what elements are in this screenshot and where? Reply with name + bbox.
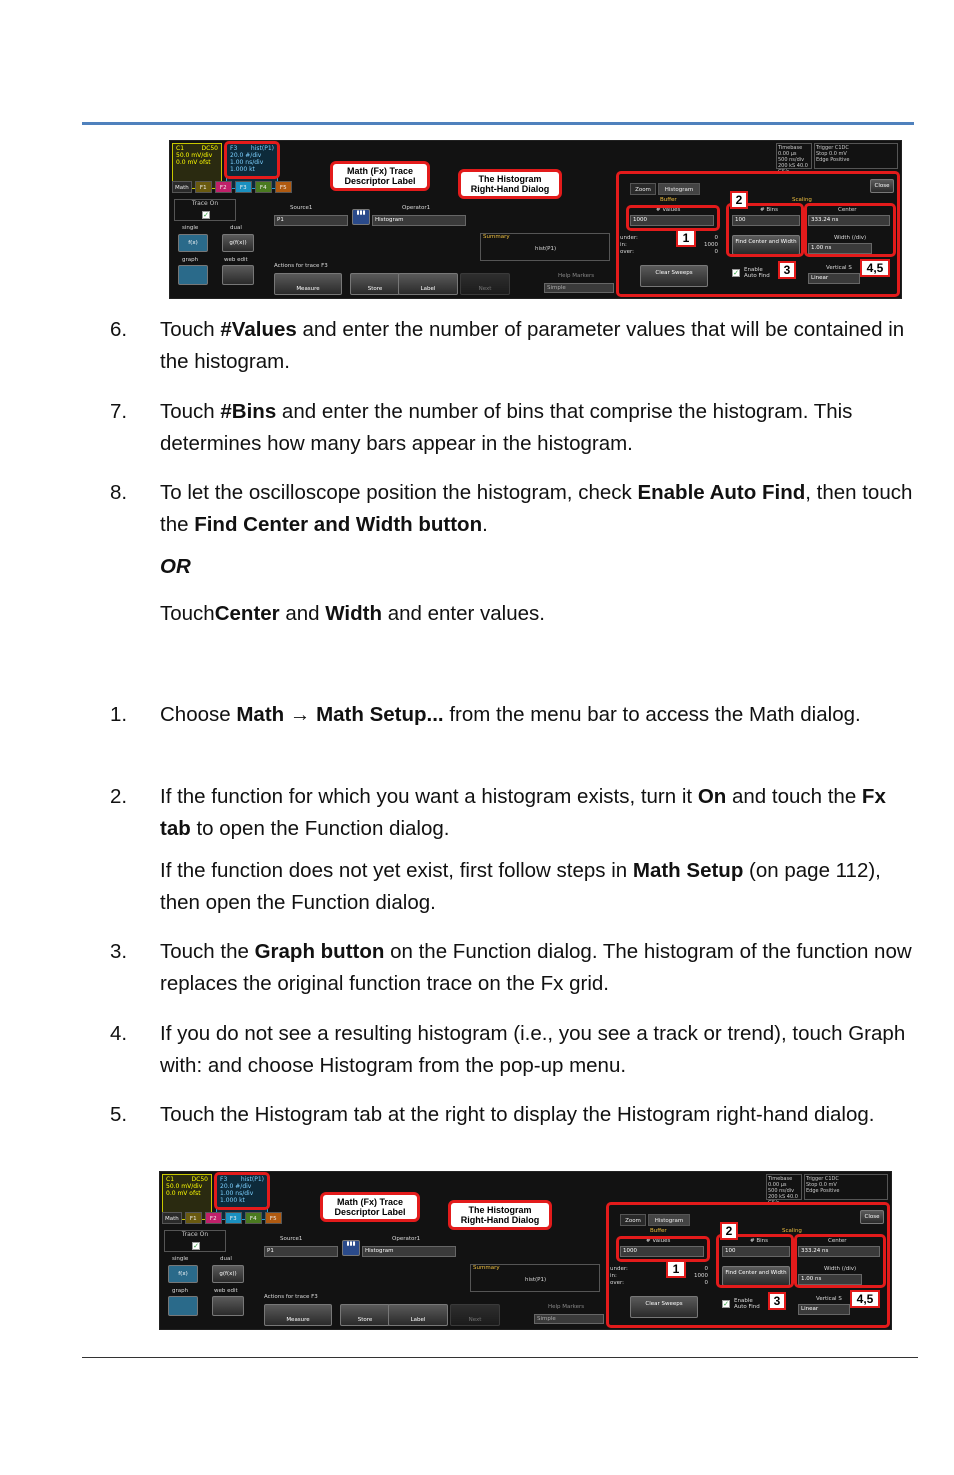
fx-name: hist(P1) [250,145,274,152]
bins-highlight [726,203,804,257]
measure-button[interactable]: Measure [264,1304,332,1326]
step-number: 4. [110,1022,128,1045]
source-input[interactable]: P1 [264,1246,338,1257]
fx-callout: Math (Fx) Trace Descriptor Label [320,1192,420,1222]
tab-math[interactable]: Math [162,1212,182,1224]
timebase-title: Timebase [768,1176,793,1182]
fx-line2: 1.00 ns/div [220,1190,254,1197]
math-tabs [172,181,292,195]
counts-values [704,235,718,256]
web-edit-button[interactable] [222,265,254,285]
graph-label: graph [182,257,199,263]
dual-button[interactable]: g(f(x)) [212,1265,244,1283]
find-center-width-button[interactable]: Find Center and Width [732,235,800,255]
trigger-title: Trigger [806,1176,824,1182]
step-number: 5. [110,1103,128,1126]
step-text: Touch #Bins and enter the number of bins that comprise the histogram. This determines how many bars appear in the histogram. [160,400,853,455]
footer-rule [82,1357,918,1358]
step-number: 6. [110,318,128,341]
marker-3: 3 [778,261,796,279]
tab-f5[interactable]: F5 [275,181,292,193]
step-number: 7. [110,400,128,423]
operator-label: Operator1 [402,205,431,211]
step-2-extra: If the function does not yet exist, first follow steps in Math Setup (on page 112), then open the Function dialog. [160,859,881,914]
over-value: 0 [714,249,718,255]
offset: 0.0 mV ofst [176,159,211,166]
histogram-dialog-screenshot-1 [169,140,902,299]
timebase-samples: 200 kS [778,163,796,169]
histogram-callout: The Histogram Right-Hand Dialog [448,1200,552,1230]
center-label: Center [838,207,857,213]
trigger-title: Trigger [816,145,834,151]
vertical-scale-select[interactable]: Linear [808,273,860,284]
tab-f4[interactable]: F4 [255,181,272,193]
vdiv: 50.0 mV/div [176,152,213,159]
coupling-badge: DC50 [201,145,218,152]
tab-f3[interactable]: F3 [225,1212,242,1224]
step-number: 2. [110,785,128,808]
source-input[interactable]: P1 [274,215,348,226]
tab-math[interactable]: Math [172,181,192,193]
values-label: # Values [646,1238,671,1244]
step-number: 3. [110,940,128,963]
over-label: over: [610,1280,625,1286]
fx-highlight [214,1172,270,1210]
dual-label: dual [230,225,242,231]
vdiv: 50.0 mV/div [166,1183,203,1190]
dual-button[interactable]: g(f(x)) [222,234,254,252]
timebase-rate: 40.0 GS/s [768,1194,798,1206]
close-button[interactable]: Close [870,179,894,193]
tab-f2[interactable]: F2 [205,1212,222,1224]
summary-box [480,233,610,261]
fx-line1: 20.0 #/div [220,1183,252,1190]
width-input[interactable]: 1.00 ns [798,1274,862,1285]
store-button[interactable]: Store [350,273,400,295]
timebase-delay: 0.00 µs [778,151,797,157]
bins-input[interactable]: 100 [722,1246,790,1257]
coupling-badge: DC50 [191,1176,208,1183]
fx-line1: 20.0 #/div [230,152,262,159]
step-number: 8. [110,481,128,504]
label-button[interactable]: Label [388,1304,448,1326]
vertical-scale-label: Vertical S [816,1296,842,1302]
step-text: Touch #Values and enter the number of parameter values that will be contained in the histogram. [160,318,905,373]
actions-label: Actions for trace F3 [274,263,328,269]
vertical-scale-label: Vertical S [826,265,852,271]
bins-label: # Bins [750,1238,769,1244]
source-label: Source1 [280,1236,303,1242]
histogram-icon[interactable]: ▮▮▮ [342,1240,360,1256]
marker-1: 1 [676,229,696,247]
step-text: Touch the Histogram tab at the right to display the Histogram right-hand dialog. [160,1103,875,1126]
trigger-slope: Positive [830,157,850,163]
buffer-label: Buffer [660,197,677,203]
summary-box [470,1264,600,1292]
graph-button[interactable] [168,1296,198,1316]
enable-auto-find-label: Enable Auto Find [734,1298,760,1310]
center-label: Center [828,1238,847,1244]
values-label: # Values [656,207,681,213]
operator-input[interactable]: Histogram [372,215,466,226]
histogram-callout: The Histogram Right-Hand Dialog [458,169,562,199]
step-text: To let the oscilloscope position the histogram, check Enable Auto Find, then touch the Find Center and Width button. [160,481,913,536]
in-value: 1000 [704,242,718,248]
fx-label: F3 [220,1176,228,1183]
trigger-badge: C1DC [834,145,849,151]
timebase-rate: 40.0 GS/s [778,163,808,175]
help-markers-select[interactable]: Simple [544,283,614,293]
graph-button[interactable] [178,265,208,285]
timebase-samples: 200 kS [768,1194,786,1200]
trigger-type: Edge [806,1188,819,1194]
vertical-scale-select[interactable]: Linear [798,1304,850,1315]
label-button[interactable]: Label [398,273,458,295]
single-label: single [182,225,199,231]
in-label: in: [610,1273,617,1279]
width-input[interactable]: 1.00 ns [808,243,872,254]
trigger-descriptor[interactable] [804,1174,888,1200]
fx-label: F3 [230,145,238,152]
actions-label: Actions for trace F3 [264,1294,318,1300]
timebase-tdiv: 500 ns/div [778,157,805,163]
summary-label: Summary [483,234,510,240]
counts-values [694,1266,708,1287]
step-text: Touch the Graph button on the Function dialog. The histogram of the function now replaces the original function trace on the Fx grid. [160,940,912,995]
step-text: If the function for which you want a histogram exists, turn it On and touch the Fx tab to open the Function dialog. [160,785,886,840]
enable-auto-find-checkbox[interactable]: ✓ [733,269,739,277]
buffer-label: Buffer [650,1228,667,1234]
marker-2: 2 [720,1222,738,1240]
histogram-icon[interactable]: ▮▮▮ [352,209,370,225]
measure-button[interactable]: Measure [274,273,342,295]
summary-value: hist(P1) [535,246,557,252]
trace-on-checkbox[interactable]: ✓ [203,211,209,219]
channel-label: C1 [166,1176,175,1183]
counts-labels [610,1266,628,1287]
timebase-descriptor[interactable] [766,1174,802,1206]
web-edit-label: web edit [224,257,248,263]
values-highlight [616,1236,710,1262]
under-value: 0 [704,1266,708,1272]
tab-histogram[interactable]: Histogram [658,183,700,195]
trigger-mode: Stop [806,1182,818,1188]
center-input[interactable]: 333.24 ns [808,215,890,226]
step-number: 1. [110,703,128,726]
tab-f1[interactable]: F1 [185,1212,202,1224]
timebase-tdiv: 500 ns/div [768,1188,795,1194]
tab-zoom[interactable]: Zoom [630,183,656,195]
trigger-descriptor[interactable] [814,143,898,169]
summary-value: hist(P1) [525,1277,547,1283]
step-text: Choose Math → Math Setup... from the menu bar to access the Math dialog. [160,703,861,726]
timebase-delay: 0.00 µs [768,1182,787,1188]
tab-f4[interactable]: F4 [245,1212,262,1224]
marker-3: 3 [768,1292,786,1310]
dual-label: dual [220,1256,232,1262]
tab-f3[interactable]: F3 [235,181,252,193]
tab-f5[interactable]: F5 [265,1212,282,1224]
trigger-mode: Stop [816,151,828,157]
in-label: in: [620,242,627,248]
marker-2: 2 [730,191,748,209]
math-tabs [162,1212,282,1226]
over-label: over: [620,249,635,255]
trigger-type: Edge [816,157,829,163]
operator-label: Operator1 [392,1236,421,1242]
values-highlight [626,205,720,231]
values-input[interactable]: 1000 [620,1246,704,1257]
in-value: 1000 [694,1273,708,1279]
single-button[interactable]: f(x) [168,1265,198,1283]
trace-on-label: Trace On [181,1231,209,1238]
marker-1: 1 [666,1260,686,1278]
offset: 0.0 mV ofst [166,1190,201,1197]
marker-4-5: 4,5 [850,1290,880,1308]
web-edit-label: web edit [214,1288,238,1294]
over-value: 0 [704,1280,708,1286]
center-width-highlight [794,1234,886,1288]
help-markers-select[interactable]: Simple [534,1314,604,1324]
fx-line2: 1.00 ns/div [230,159,264,166]
close-button[interactable]: Close [860,1210,884,1224]
store-button[interactable]: Store [340,1304,390,1326]
enable-auto-find-label: Enable Auto Find [744,267,770,279]
width-label: Width (/div) [834,235,867,241]
tab-histogram[interactable]: Histogram [648,1214,690,1226]
fx-highlight [224,141,280,179]
under-label: under: [620,235,638,241]
or-text: OR [160,555,191,578]
web-edit-button[interactable] [212,1296,244,1316]
trigger-badge: C1DC [824,1176,839,1182]
trace-on-checkbox[interactable]: ✓ [193,1242,199,1250]
fx-callout: Math (Fx) Trace Descriptor Label [330,161,430,191]
step-text: If you do not see a resulting histogram (i.e., you see a track or trend), touch Graph with: and choose Histogram from the pop-up menu. [160,1022,906,1077]
bins-highlight [716,1234,794,1288]
trace-on-label: Trace On [191,200,219,207]
source-label: Source1 [290,205,313,211]
scaling-label: Scaling [792,197,812,203]
values-input[interactable]: 1000 [630,215,714,226]
marker-4-5: 4,5 [860,259,890,277]
clear-sweeps-button[interactable]: Clear Sweeps [640,265,708,287]
single-label: single [172,1256,189,1262]
help-markers-label: Help Markers [548,1304,585,1310]
touch-center-text: TouchCenter and Width and enter values. [160,602,545,625]
timebase-descriptor[interactable] [776,143,812,175]
summary-label: Summary [473,1265,500,1271]
fx-line3: 1.000 kt [230,166,255,173]
histogram-dialog-screenshot-2 [159,1171,892,1330]
center-width-highlight [804,203,896,257]
tab-zoom[interactable]: Zoom [620,1214,646,1226]
tab-f1[interactable]: F1 [195,181,212,193]
trigger-level: 0.0 mV [818,1182,837,1188]
fx-line3: 1.000 kt [220,1197,245,1204]
counts-labels [620,235,638,256]
next-button[interactable]: Next [460,273,510,295]
tab-f2[interactable]: F2 [215,181,232,193]
next-button[interactable]: Next [450,1304,500,1326]
width-label: Width (/div) [824,1266,857,1272]
enable-auto-find-checkbox[interactable]: ✓ [723,1300,729,1308]
header-rule [82,122,914,125]
single-button[interactable]: f(x) [178,234,208,252]
clear-sweeps-button[interactable]: Clear Sweeps [630,1296,698,1318]
graph-label: graph [172,1288,189,1294]
timebase-title: Timebase [778,145,803,151]
help-markers-label: Help Markers [558,273,595,279]
bins-label: # Bins [760,207,779,213]
trigger-slope: Positive [820,1188,840,1194]
trigger-level: 0.0 mV [828,151,847,157]
fx-name: hist(P1) [240,1176,264,1183]
find-center-width-button[interactable]: Find Center and Width [722,1266,790,1286]
channel-label: C1 [176,145,185,152]
bins-input[interactable]: 100 [732,215,800,226]
trace-on-box[interactable] [174,199,236,221]
under-label: under: [610,1266,628,1272]
under-value: 0 [714,235,718,241]
operator-input[interactable]: Histogram [362,1246,456,1257]
trace-on-box[interactable] [164,1230,226,1252]
scaling-label: Scaling [782,1228,802,1234]
center-input[interactable]: 333.24 ns [798,1246,880,1257]
